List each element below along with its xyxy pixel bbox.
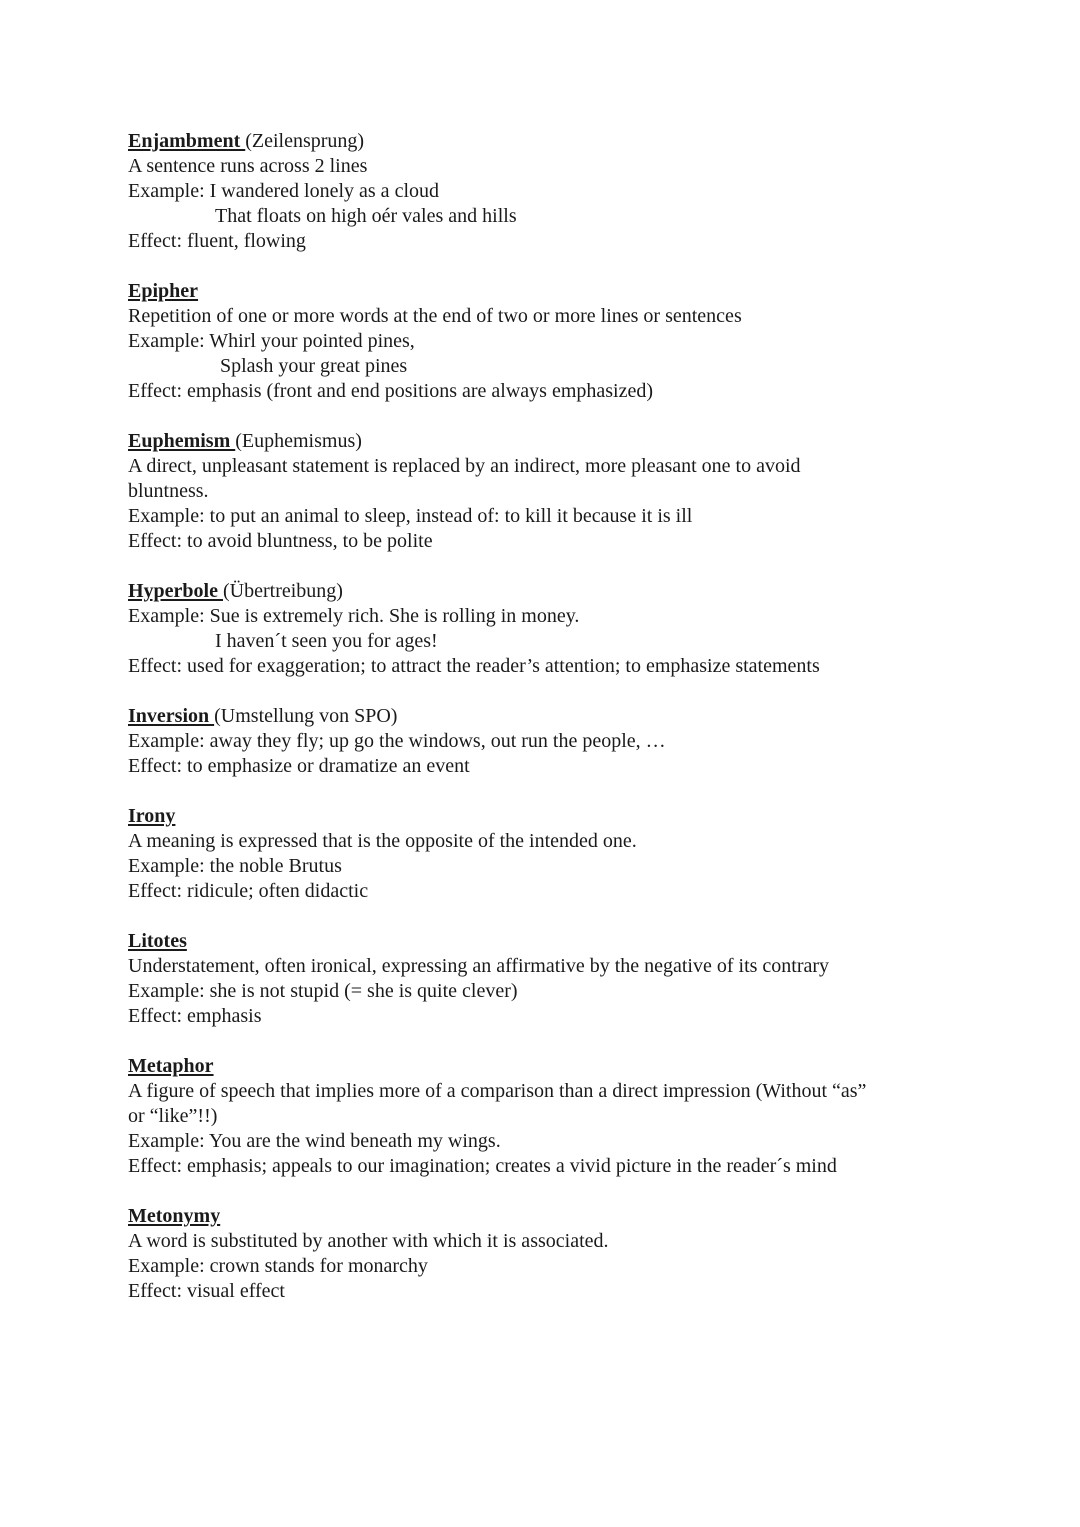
term-effect: Effect: visual effect — [128, 1280, 285, 1302]
document-page — [128, 129, 1008, 1329]
term-effect: Effect: fluent, flowing — [128, 230, 306, 252]
term-name: Hyperbole — [128, 580, 223, 602]
term-heading — [128, 429, 1008, 454]
term-heading — [128, 929, 1008, 954]
term-heading — [128, 129, 1008, 154]
term-name: Metaphor — [128, 1055, 214, 1077]
term-effect: Effect: used for exaggeration; to attract the reader’s attention; to emphasize statements — [128, 655, 820, 677]
term-metonymy — [128, 1204, 1008, 1304]
term-heading — [128, 704, 1008, 729]
term-euphemism — [128, 429, 1008, 554]
term-metaphor — [128, 1054, 1008, 1179]
term-definition: A figure of speech that implies more of a comparison than a direct impression (Without “as” — [128, 1080, 867, 1102]
term-hyperbole — [128, 579, 1008, 679]
term-definition: A sentence runs across 2 lines — [128, 155, 368, 177]
term-example: Example: Sue is extremely rich. She is rolling in money. — [128, 605, 580, 627]
term-effect: Effect: to emphasize or dramatize an event — [128, 755, 470, 777]
term-definition-continued: bluntness. — [128, 480, 209, 502]
term-heading — [128, 804, 1008, 829]
term-name: Enjambment — [128, 130, 246, 152]
term-example: Example: crown stands for monarchy — [128, 1255, 428, 1277]
term-irony — [128, 804, 1008, 904]
term-name: Litotes — [128, 930, 187, 952]
term-name: Inversion — [128, 705, 215, 727]
term-definition: A meaning is expressed that is the opposite of the intended one. — [128, 830, 637, 852]
term-effect: Effect: emphasis (front and end positions are always emphasized) — [128, 380, 654, 402]
term-translation: (Übertreibung) — [223, 580, 343, 602]
term-enjambment — [128, 129, 1008, 254]
term-example-continued: That floats on high oér vales and hills — [215, 205, 517, 227]
term-example: Example: to put an animal to sleep, instead of: to kill it because it is ill — [128, 505, 693, 527]
term-example-continued: Splash your great pines — [220, 355, 408, 377]
term-definition-continued: or “like”!!) — [128, 1105, 218, 1127]
term-example: Example: she is not stupid (= she is quite clever) — [128, 980, 518, 1002]
term-effect: Effect: emphasis; appeals to our imagination; creates a vivid picture in the reader´s mind — [128, 1155, 837, 1177]
term-translation: (Zeilensprung) — [245, 130, 365, 152]
term-example: Example: the noble Brutus — [128, 855, 342, 877]
term-heading — [128, 279, 1008, 304]
term-effect: Effect: emphasis — [128, 1005, 262, 1027]
term-name: Metonymy — [128, 1205, 221, 1227]
term-definition: Understatement, often ironical, expressing an affirmative by the negative of its contrary — [128, 955, 830, 977]
term-heading — [128, 1204, 1008, 1229]
term-heading — [128, 1054, 1008, 1079]
term-litotes — [128, 929, 1008, 1029]
term-translation: (Umstellung von SPO) — [214, 705, 398, 727]
term-definition: Repetition of one or more words at the end of two or more lines or sentences — [128, 305, 742, 327]
term-example: Example: away they fly; up go the windows, out run the people, … — [128, 730, 666, 752]
term-example: Example: Whirl your pointed pines, — [128, 330, 415, 352]
term-example-continued: I haven´t seen you for ages! — [215, 630, 438, 652]
term-translation: (Euphemismus) — [235, 430, 362, 452]
term-name: Euphemism — [128, 430, 236, 452]
term-effect: Effect: to avoid bluntness, to be polite — [128, 530, 433, 552]
term-definition: A word is substituted by another with which it is associated. — [128, 1230, 609, 1252]
term-name: Epipher — [128, 280, 199, 302]
term-heading — [128, 579, 1008, 604]
term-definition: A direct, unpleasant statement is replaced by an indirect, more pleasant one to avoid — [128, 455, 801, 477]
term-epipher — [128, 279, 1008, 404]
term-example: Example: You are the wind beneath my wings. — [128, 1130, 501, 1152]
term-effect: Effect: ridicule; often didactic — [128, 880, 369, 902]
term-inversion — [128, 704, 1008, 779]
term-example: Example: I wandered lonely as a cloud — [128, 180, 439, 202]
term-name: Irony — [128, 805, 176, 827]
